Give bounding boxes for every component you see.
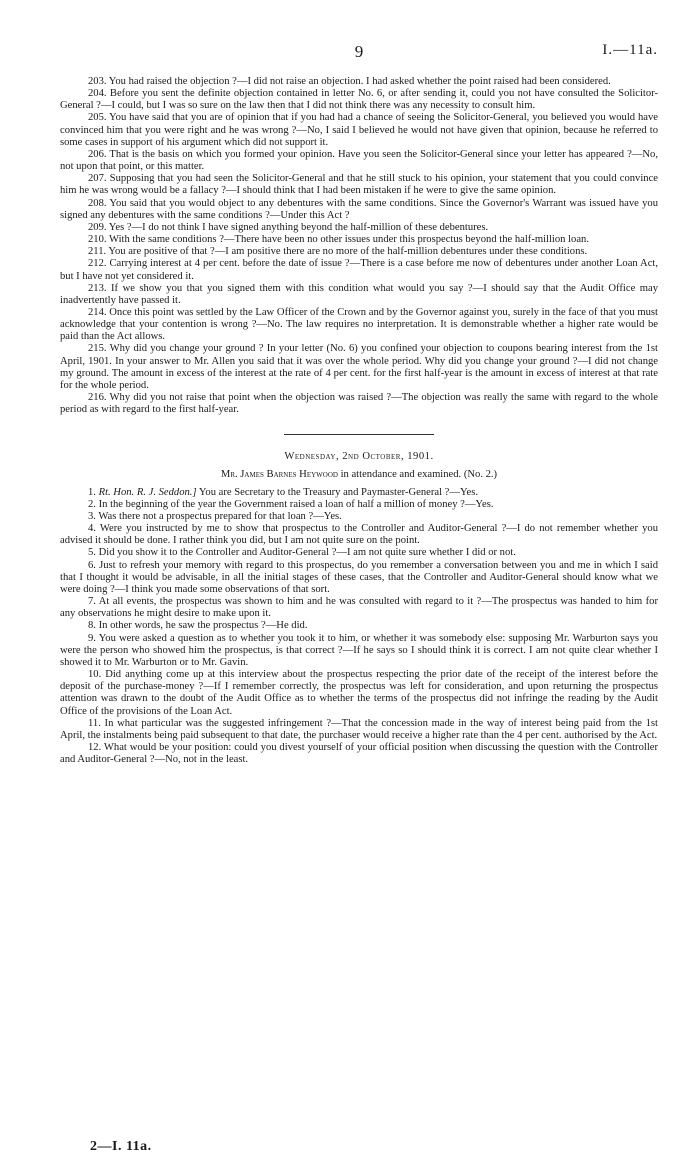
- witness-name: Mr. James Barnes Heywood: [220, 468, 338, 480]
- evidence-paragraph: 10. Did anything come up at this interview about the prospectus respecting the prior date of the receipt of the interest before the deposit of the purchase-money ?—If I remember correctly, the prospectus was left for consideration, and upon returning the prospectus attention was drawn to the doubt of the Audit Office as to whether the terms of the prospectus did not infringe the reading by the Audit Office of the provisions of the Loan Act.: [60, 669, 658, 717]
- evidence-paragraph: 5. Did you show it to the Controller and Auditor-General ?—I am not quite sure whether I did or not.: [88, 547, 516, 559]
- document-reference: I.—11a.: [602, 42, 658, 58]
- document-body: [60, 76, 658, 766]
- evidence-paragraph: 213. If we show you that you signed them with this condition what would you say ?—I should say that the Audit Office may inadvertently have passed it.: [60, 282, 658, 306]
- evidence-paragraph: 207. Supposing that you had seen the Solicitor-General and that he still stuck to his opinion, your statement that you could convince him he was wrong would be a fallacy ?—I should think that I had been mistaken if he were to give the same opinion.: [60, 173, 658, 197]
- question-text: You are Secretary to the Treasury and Paymaster-General ?—Yes.: [198, 486, 479, 498]
- section-date: Wednesday, 2nd October, 1901.: [284, 451, 434, 463]
- page-header: [60, 42, 658, 62]
- evidence-paragraph: 214. Once this point was settled by the Law Officer of the Crown and by the Governor against you, surely in the face of that you must acknowledge that your contention is wrong ?—No. The law requires no interpretation. It is demonstrable whether a higher rate would be paid than the Act allows.: [60, 306, 658, 343]
- speaker-name: Rt. Hon. R. J. Seddon.]: [98, 486, 197, 498]
- evidence-section-b: [60, 487, 658, 767]
- evidence-paragraph: 1. Rt. Hon. R. J. Seddon.] You are Secretary to the Treasury and Paymaster-General ?—Yes.: [88, 486, 479, 498]
- evidence-section-a: [60, 76, 658, 416]
- evidence-paragraph: 2. In the beginning of the year the Government raised a loan of half a million of money ?—Yes.: [88, 498, 494, 510]
- evidence-paragraph: 9. You were asked a question as to whether you took it to him, or whether it was somebody else: supposing Mr. Warburton says you were the person who showed him the prospectus, is that correct ?—If he says so I should think it is correct. I am not quite clear whether I showed it to Mr. Warburton or to Mr. Gavin.: [60, 632, 658, 668]
- section-divider: [284, 434, 434, 435]
- evidence-paragraph: 203. You had raised the objection ?—I did not raise an objection. I had asked whether the point raised had been considered.: [88, 76, 611, 87]
- evidence-paragraph: 209. Yes ?—I do not think I have signed anything beyond the half-million of these debentures.: [88, 221, 489, 233]
- evidence-paragraph: 212. Carrying interest at 4 per cent. before the date of issue ?—There is a case before me now of debentures under another Loan Act, but I have not yet considered it.: [60, 258, 658, 282]
- page-number: 9: [354, 42, 364, 61]
- evidence-paragraph: 215. Why did you change your ground ? In your letter (No. 6) you confined your objection to coupons bearing interest from the 1st April, 1901. In your answer to Mr. Allen you said that it was over the whole period. Why did you change your ground ?—I did not change my ground. The amount in excess of the interest at the rate of 4 per cent. for the first half-year is the amount in excess of interest at that rate for the whole period.: [60, 343, 658, 391]
- evidence-paragraph: 208. You said that you would object to any debentures with the same conditions. Since the Governor's Warrant was issued have you signed any debentures with the same conditions ?—Under this Act ?: [60, 197, 658, 221]
- evidence-paragraph: 216. Why did you not raise that point when the objection was raised ?—The objection was really the same with regard to the whole period as with regard to the first half-year.: [60, 392, 658, 416]
- evidence-paragraph: 8. In other words, he saw the prospectus ?—He did.: [88, 620, 308, 632]
- evidence-paragraph: 12. What would be your position: could you divest yourself of your official position when discussing the question with the Controller and Auditor-General ?—No, not in the least.: [60, 741, 658, 766]
- evidence-paragraph: 211. You are positive of that ?—I am positive there are no more of the half-million debentures under these conditions.: [88, 246, 588, 258]
- evidence-paragraph: 206. That is the basis on which you formed your opinion. Have you seen the Solicitor-General since your letter has appeared ?—No, not upon that point, or this matter.: [60, 148, 658, 173]
- evidence-paragraph: 4. Were you instructed by me to show that prospectus to the Controller and Auditor-General ?—I do not remember whether you advised it should be done. I rather think you did, but I am not quite sure on the point.: [60, 523, 658, 547]
- witness-heading: [60, 469, 658, 481]
- evidence-paragraph: 205. You have said that you are of opinion that if you had had a chance of seeing the Solicitor-General, you believed you would have convinced him that you were right and he was wrong ?—No, I said I believed he would not have given that opinion, because he referred to some cases in support of his argument which did not support it.: [60, 112, 658, 148]
- evidence-paragraph: 3. Was there not a prospectus prepared for that loan ?—Yes.: [88, 511, 342, 522]
- evidence-paragraph: 210. With the same conditions ?—There have been no other issues under this prospectus beyond the half-million loan.: [88, 234, 589, 246]
- evidence-paragraph: 204. Before you sent the definite objection contained in letter No. 6, or after sending it, could you not have consulted the Solicitor-General ?—I could, but I was so sure on the law then that I did not think there was any necessity to consult him.: [60, 88, 658, 112]
- evidence-paragraph: 6. Just to refresh your memory with regard to this prospectus, do you remember a conversation between you and me in which I said that I thought it would be advisable, in all the initial stages of these cases, that the Controller and Auditor-General should know what we were doing ?—I think you made some observations of that sort.: [60, 559, 658, 595]
- evidence-paragraph: 7. At all events, the prospectus was shown to him and he was consulted with regard to it ?—The prospectus was handed to him for any observations he might desire to make upon it.: [60, 596, 658, 620]
- signature-mark: 2—I. 11a.: [90, 1139, 152, 1154]
- witness-status: in attendance and examined. (No. 2.): [340, 468, 498, 480]
- evidence-paragraph: 11. In what particular was the suggested infringement ?—That the concession made in the way of interest being paid from the 1st April, the instalments being paid subsequent to that date, the purchaser would receive a higher rate than the 4 per cent. authorised by the Act.: [60, 717, 658, 741]
